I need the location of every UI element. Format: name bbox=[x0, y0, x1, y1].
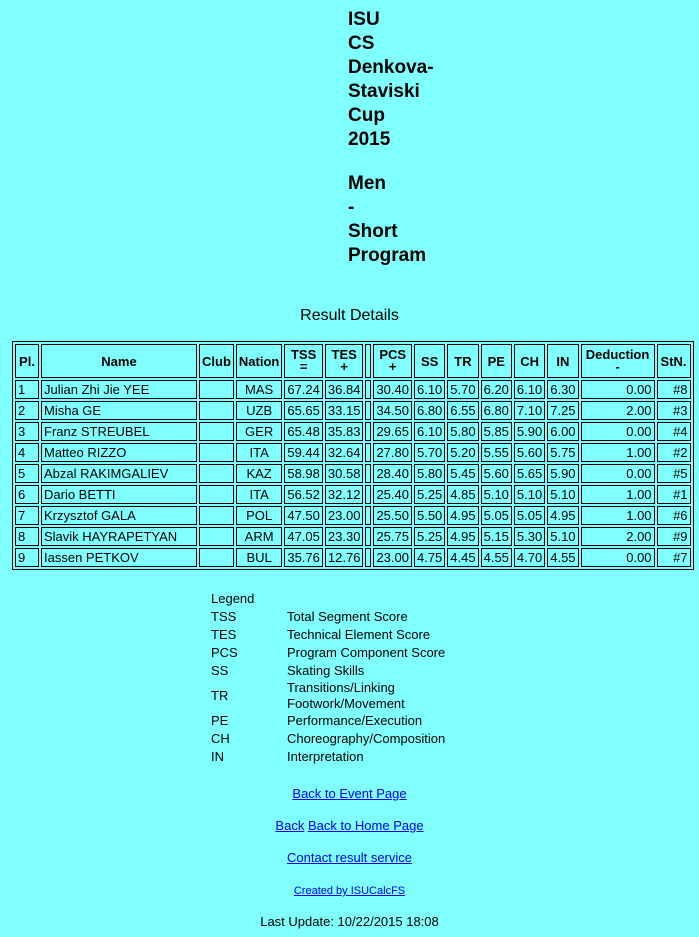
cell-name: Dario BETTI bbox=[41, 485, 197, 504]
cell-name: Abzal RAKIMGALIEV bbox=[41, 464, 197, 483]
cell-ss: 6.10 bbox=[414, 380, 445, 399]
cell-place: 3 bbox=[15, 422, 39, 441]
cell-club bbox=[199, 548, 234, 567]
cell-deduction: 2.00 bbox=[581, 401, 655, 420]
legend-desc: Total Segment Score bbox=[287, 609, 408, 624]
cell-name: Slavik HAYRAPETYAN bbox=[41, 527, 197, 546]
cell-tes: 12.76 bbox=[325, 548, 364, 567]
cell-nation: POL bbox=[236, 506, 282, 525]
cell-club bbox=[199, 443, 234, 462]
cell-tr: 4.95 bbox=[447, 527, 478, 546]
header-place: Pl. bbox=[15, 344, 39, 378]
created-by-link[interactable]: Created by ISUCalcFS bbox=[293, 885, 406, 897]
header-pe: PE bbox=[481, 344, 512, 378]
cell-tss: 65.48 bbox=[284, 422, 323, 441]
cell-place: 7 bbox=[15, 506, 39, 525]
cell-tss: 47.50 bbox=[284, 506, 323, 525]
cell-ss: 5.80 bbox=[414, 464, 445, 483]
legend-title: Legend bbox=[211, 591, 255, 606]
cell-ch: 5.05 bbox=[514, 506, 545, 525]
legend-desc: Transitions/Linking Footwork/Movement bbox=[287, 680, 405, 711]
cell-nation: ITA bbox=[236, 443, 282, 462]
cell-spacer bbox=[365, 548, 371, 567]
table-row bbox=[15, 422, 691, 441]
table-row bbox=[15, 485, 691, 504]
segment-line: - bbox=[348, 197, 355, 218]
cell-ch: 6.10 bbox=[514, 380, 545, 399]
cell-pcs: 30.40 bbox=[373, 380, 412, 399]
segment-line: Short bbox=[348, 221, 398, 242]
cell-nation: BUL bbox=[236, 548, 282, 567]
cell-pe: 5.85 bbox=[481, 422, 512, 441]
cell-name: Franz STREUBEL bbox=[41, 422, 197, 441]
cell-name: Julian Zhi Jie YEE bbox=[41, 380, 197, 399]
cell-ss: 6.80 bbox=[414, 401, 445, 420]
cell-spacer bbox=[365, 380, 371, 399]
event-title bbox=[348, 8, 434, 268]
cell-ch: 5.90 bbox=[514, 422, 545, 441]
cell-pe: 6.20 bbox=[481, 380, 512, 399]
cell-nation: KAZ bbox=[236, 464, 282, 483]
cell-start-number: #4 bbox=[657, 422, 691, 441]
back-to-home-link[interactable]: Back to Home Page bbox=[307, 818, 424, 833]
cell-nation: MAS bbox=[236, 380, 282, 399]
cell-pcs: 29.65 bbox=[373, 422, 412, 441]
cell-tr: 5.80 bbox=[447, 422, 478, 441]
header-deduction: Deduction - bbox=[581, 344, 655, 378]
cell-tss: 47.05 bbox=[284, 527, 323, 546]
cell-spacer bbox=[365, 506, 371, 525]
legend-desc: Skating Skills bbox=[287, 663, 365, 678]
cell-in: 5.10 bbox=[547, 527, 578, 546]
cell-in: 4.55 bbox=[547, 548, 578, 567]
cell-start-number: #2 bbox=[657, 443, 691, 462]
cell-pcs: 27.80 bbox=[373, 443, 412, 462]
cell-pe: 5.10 bbox=[481, 485, 512, 504]
legend-abbr: SS bbox=[211, 663, 229, 678]
legend-item bbox=[211, 608, 487, 626]
cell-in: 7.25 bbox=[547, 401, 578, 420]
cell-pcs: 28.40 bbox=[373, 464, 412, 483]
cell-place: 2 bbox=[15, 401, 39, 420]
cell-deduction: 1.00 bbox=[581, 506, 655, 525]
title-line: Denkova- bbox=[348, 57, 434, 78]
cell-tes: 33.15 bbox=[325, 401, 364, 420]
cell-club bbox=[199, 422, 234, 441]
cell-tss: 65.65 bbox=[284, 401, 323, 420]
cell-pe: 5.15 bbox=[481, 527, 512, 546]
legend-abbr: TES bbox=[211, 627, 237, 642]
header-club: Club bbox=[199, 344, 234, 378]
cell-tes: 35.83 bbox=[325, 422, 364, 441]
contact-result-service-link[interactable]: Contact result service bbox=[287, 850, 412, 865]
cell-in: 6.30 bbox=[547, 380, 578, 399]
last-update: Last Update: 10/22/2015 18:08 bbox=[260, 914, 439, 929]
table-row bbox=[15, 401, 691, 420]
title-line: Cup bbox=[348, 105, 385, 126]
header-tss: TSS = bbox=[284, 344, 323, 378]
title-line: 2015 bbox=[348, 129, 391, 150]
cell-tss: 56.52 bbox=[284, 485, 323, 504]
header-tes: TES + bbox=[325, 344, 364, 378]
cell-place: 9 bbox=[15, 548, 39, 567]
cell-pe: 5.60 bbox=[481, 464, 512, 483]
cell-club bbox=[199, 464, 234, 483]
cell-tss: 67.24 bbox=[284, 380, 323, 399]
legend-abbr: IN bbox=[211, 749, 224, 764]
cell-club bbox=[199, 506, 234, 525]
cell-tss: 58.98 bbox=[284, 464, 323, 483]
header-nation: Nation bbox=[236, 344, 282, 378]
cell-name: Matteo RIZZO bbox=[41, 443, 197, 462]
cell-pe: 6.80 bbox=[481, 401, 512, 420]
title-line: ISU bbox=[348, 9, 380, 30]
segment-line: Program bbox=[348, 245, 427, 266]
cell-spacer bbox=[365, 443, 371, 462]
cell-ss: 4.75 bbox=[414, 548, 445, 567]
cell-spacer bbox=[365, 422, 371, 441]
cell-ss: 5.25 bbox=[414, 527, 445, 546]
results-table bbox=[12, 341, 694, 570]
cell-deduction: 1.00 bbox=[581, 485, 655, 504]
legend-abbr: CH bbox=[211, 731, 230, 746]
cell-pe: 5.55 bbox=[481, 443, 512, 462]
legend-desc: Technical Element Score bbox=[287, 627, 431, 642]
cell-start-number: #6 bbox=[657, 506, 691, 525]
cell-pcs: 25.75 bbox=[373, 527, 412, 546]
cell-nation: UZB bbox=[236, 401, 282, 420]
legend-item bbox=[211, 626, 487, 644]
cell-pcs: 34.50 bbox=[373, 401, 412, 420]
table-row bbox=[15, 464, 691, 483]
cell-nation: GER bbox=[236, 422, 282, 441]
cell-spacer bbox=[365, 464, 371, 483]
cell-pe: 4.55 bbox=[481, 548, 512, 567]
header-name: Name bbox=[41, 344, 197, 378]
header-ss: SS bbox=[414, 344, 445, 378]
legend-item bbox=[211, 712, 487, 730]
cell-place: 4 bbox=[15, 443, 39, 462]
table-row bbox=[15, 380, 691, 399]
legend-item bbox=[211, 662, 487, 680]
cell-deduction: 0.00 bbox=[581, 380, 655, 399]
header-in: IN bbox=[547, 344, 578, 378]
cell-ss: 5.50 bbox=[414, 506, 445, 525]
cell-pe: 5.05 bbox=[481, 506, 512, 525]
cell-pcs: 23.00 bbox=[373, 548, 412, 567]
legend-item bbox=[211, 680, 487, 712]
table-row bbox=[15, 548, 691, 567]
header-tr: TR bbox=[447, 344, 478, 378]
legend-desc: Choreography/Composition bbox=[287, 731, 446, 746]
cell-in: 5.10 bbox=[547, 485, 578, 504]
legend-abbr: TR bbox=[211, 688, 229, 703]
legend-desc: Interpretation bbox=[287, 749, 364, 764]
cell-ch: 5.60 bbox=[514, 443, 545, 462]
cell-name: Misha GE bbox=[41, 401, 197, 420]
cell-deduction: 0.00 bbox=[581, 464, 655, 483]
footer-links bbox=[0, 785, 699, 937]
legend bbox=[211, 590, 487, 766]
legend-abbr: PE bbox=[211, 713, 229, 728]
legend-item bbox=[211, 748, 487, 766]
segment-line: Men bbox=[348, 173, 386, 194]
cell-in: 6.00 bbox=[547, 422, 578, 441]
legend-desc: Performance/Execution bbox=[287, 713, 423, 728]
title-line: Staviski bbox=[348, 81, 420, 102]
table-row bbox=[15, 527, 691, 546]
cell-place: 5 bbox=[15, 464, 39, 483]
cell-ss: 5.25 bbox=[414, 485, 445, 504]
cell-in: 5.90 bbox=[547, 464, 578, 483]
cell-tes: 32.12 bbox=[325, 485, 364, 504]
cell-ch: 5.10 bbox=[514, 485, 545, 504]
table-row bbox=[15, 443, 691, 462]
legend-desc: Program Component Score bbox=[287, 645, 446, 660]
table-row bbox=[15, 506, 691, 525]
cell-spacer bbox=[365, 401, 371, 420]
back-to-event-link[interactable]: Back to Event Page bbox=[292, 786, 407, 801]
header-pcs: PCS + bbox=[373, 344, 412, 378]
cell-place: 1 bbox=[15, 380, 39, 399]
cell-tes: 23.30 bbox=[325, 527, 364, 546]
table-header-row bbox=[15, 344, 691, 378]
cell-ss: 6.10 bbox=[414, 422, 445, 441]
cell-start-number: #5 bbox=[657, 464, 691, 483]
header-ch: CH bbox=[514, 344, 545, 378]
cell-pcs: 25.50 bbox=[373, 506, 412, 525]
cell-place: 6 bbox=[15, 485, 39, 504]
cell-deduction: 0.00 bbox=[581, 548, 655, 567]
cell-pcs: 25.40 bbox=[373, 485, 412, 504]
cell-name: Krzysztof GALA bbox=[41, 506, 197, 525]
cell-nation: ITA bbox=[236, 485, 282, 504]
cell-club bbox=[199, 485, 234, 504]
cell-tr: 5.45 bbox=[447, 464, 478, 483]
results-body bbox=[15, 380, 691, 567]
cell-nation: ARM bbox=[236, 527, 282, 546]
cell-in: 4.95 bbox=[547, 506, 578, 525]
page-heading: Result Details bbox=[300, 307, 399, 324]
cell-tes: 36.84 bbox=[325, 380, 364, 399]
cell-tr: 4.95 bbox=[447, 506, 478, 525]
cell-start-number: #7 bbox=[657, 548, 691, 567]
cell-tr: 6.55 bbox=[447, 401, 478, 420]
cell-tss: 35.76 bbox=[284, 548, 323, 567]
header-start-number: StN. bbox=[657, 344, 691, 378]
cell-tr: 5.70 bbox=[447, 380, 478, 399]
cell-tss: 59.44 bbox=[284, 443, 323, 462]
cell-place: 8 bbox=[15, 527, 39, 546]
cell-in: 5.75 bbox=[547, 443, 578, 462]
cell-deduction: 2.00 bbox=[581, 527, 655, 546]
cell-deduction: 0.00 bbox=[581, 422, 655, 441]
cell-name: Iassen PETKOV bbox=[41, 548, 197, 567]
cell-club bbox=[199, 401, 234, 420]
header-spacer bbox=[365, 344, 371, 378]
cell-deduction: 1.00 bbox=[581, 443, 655, 462]
cell-spacer bbox=[365, 527, 371, 546]
cell-tes: 32.64 bbox=[325, 443, 364, 462]
cell-start-number: #1 bbox=[657, 485, 691, 504]
cell-tr: 5.20 bbox=[447, 443, 478, 462]
cell-start-number: #8 bbox=[657, 380, 691, 399]
cell-tr: 4.45 bbox=[447, 548, 478, 567]
cell-ch: 5.65 bbox=[514, 464, 545, 483]
cell-ch: 4.70 bbox=[514, 548, 545, 567]
legend-item bbox=[211, 730, 487, 748]
cell-start-number: #9 bbox=[657, 527, 691, 546]
legend-abbr: TSS bbox=[211, 609, 237, 624]
cell-ch: 5.30 bbox=[514, 527, 545, 546]
cell-club bbox=[199, 527, 234, 546]
cell-start-number: #3 bbox=[657, 401, 691, 420]
legend-abbr: PCS bbox=[211, 645, 238, 660]
cell-spacer bbox=[365, 485, 371, 504]
cell-ss: 5.70 bbox=[414, 443, 445, 462]
cell-tes: 30.58 bbox=[325, 464, 364, 483]
back-link[interactable]: Back bbox=[275, 818, 305, 833]
legend-item bbox=[211, 644, 487, 662]
title-line: CS bbox=[348, 33, 375, 54]
cell-tr: 4.85 bbox=[447, 485, 478, 504]
cell-ch: 7.10 bbox=[514, 401, 545, 420]
cell-tes: 23.00 bbox=[325, 506, 364, 525]
cell-club bbox=[199, 380, 234, 399]
